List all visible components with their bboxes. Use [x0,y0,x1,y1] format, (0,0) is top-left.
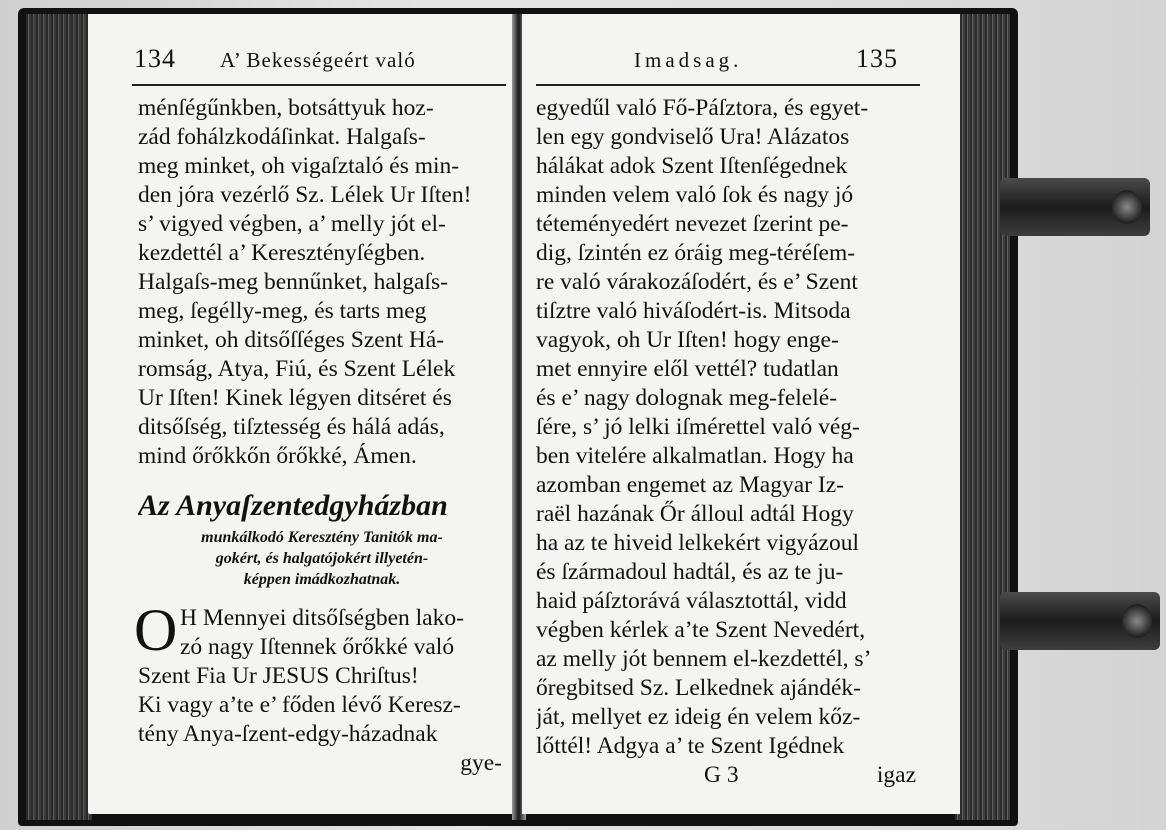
right-page [522,14,960,814]
text-line: téteményedért nevezet ſzerint pe- [536,211,849,237]
catchword: gye- [460,750,502,776]
lower-clasp [1000,592,1160,650]
section-heading-subtitle-line: gokért, és halgatójokért illyetén- [215,550,429,567]
left-page-number: 134 [134,44,176,73]
text-line: ben vitelére alkalmatlan. Hogy ha [536,443,854,469]
text-line: ditsőſség, tiſztesség és hálá adás, [138,414,445,440]
text-line: vagyok, oh Ur Iſten! hogy enge- [536,327,839,353]
right-page-edges [955,14,1010,820]
text-line: Ur Iſten! Kinek légyen ditséret és [138,385,452,411]
catchword: igaz [876,762,916,788]
right-body-text [522,94,960,790]
text-line: lőttél! Adgya a’ te Szent Igédnek [536,733,845,759]
left-running-head [88,44,516,80]
upper-clasp-knob [1112,190,1142,224]
section-heading [138,485,506,590]
text-line: s’ vigyed végben, a’ melly jót el- [138,211,446,237]
text-line: mind őrőkkőn őrőkké, Ámen. [138,443,417,469]
left-head-rule [132,84,506,86]
left-page-edges [26,14,92,820]
text-line: őregbitsed Sz. Lelkednek ajándék- [536,675,861,701]
drop-cap: O [134,597,178,663]
text-line: minden velem való ſok és nagy jó [536,182,854,208]
left-page [88,14,516,814]
text-line: és ſzármadoul hadtál, és az te ju- [536,559,844,585]
text-line: dig, ſzintén ez óráig meg-téréſem- [536,240,856,266]
lower-clasp-knob [1122,604,1152,638]
text-line: tény Anya-ſzent-edgy-házadnak [138,721,438,747]
text-line: és e’ nagy dolognak meg-felelé- [536,385,838,411]
text-line: H Mennyei ditsőſségben lako- [180,605,464,631]
text-line: zád fohálzkodáſinkat. Halgaſs- [138,124,426,150]
right-page-number: 135 [856,44,898,73]
right-running-title: Imadsag. [634,48,743,72]
text-line: met ennyire elől vettél? tudatlan [536,356,839,382]
text-line: Ki vagy a’te e’ főden lévő Keresz- [138,692,461,718]
right-head-rule [536,84,920,86]
text-line: ſére, s’ jó lelki iſmérettel való vég- [536,414,860,440]
text-line: Halgaſs-meg bennűnket, halgaſs- [138,269,448,295]
text-line: ját, mellyet ez ideig én velem kőz- [536,704,861,730]
text-line: az melly jót bennem el-kezdettél, s’ [536,646,872,672]
text-line: romság, Atya, Fiú, és Szent Lélek [138,356,456,382]
text-line: raël hazának Őr álloul adtál Hogy [536,501,854,527]
text-line: zó nagy Iſtennek őrőkké való [180,634,455,660]
text-line: végben kérlek a’te Szent Nevedért, [536,617,866,643]
section-heading-title: Az Anyaſzentedgyházban [138,489,448,522]
text-line: egyedűl való Fő-Páſztora, és egyet- [536,95,869,121]
left-running-title: A’ Bekességeért való [220,48,416,72]
text-line: den jóra vezérlő Sz. Lélek Ur Iſten! [138,182,472,208]
signature-line [536,761,920,790]
signature-mark: G 3 [704,762,739,788]
upper-clasp [1000,178,1150,236]
text-line: ha az te hiveid lelkekért vigyázoul [536,530,859,556]
text-line: re való várakozáſodért, és e’ Szent [536,269,858,295]
text-line: tiſztre való hiváſodért-is. Mitsoda [536,298,851,324]
section-heading-subtitle-line: képpen imádkozhatnak. [243,571,401,588]
text-line: Szent Fia Ur JESUS Chriſtus! [138,663,419,689]
text-line: meg, ſegélly-meg, és tarts meg [138,298,427,324]
prayer-block [134,597,506,778]
section-heading-subtitle-line: munkálkodó Keresztény Tanitók ma- [201,529,443,546]
text-line: len egy gondviselő Ura! Alázatos [536,124,850,150]
text-line: ménſégűnkben, botsáttyuk hoz- [138,95,434,121]
text-line: haid páſztorává választottál, vidd [536,588,847,614]
text-line: hálákat adok Szent Iſtenſégednek [536,153,848,179]
text-line: azomban engemet az Magyar Iz- [536,472,844,498]
left-body-text [88,94,516,778]
text-line: kezdettél a’ Keresztényſégben. [138,240,426,266]
text-line: meg minket, oh vigaſztaló és min- [138,153,460,179]
right-running-head [522,44,960,80]
text-line: minket, oh ditsőſſéges Szent Há- [138,327,445,353]
